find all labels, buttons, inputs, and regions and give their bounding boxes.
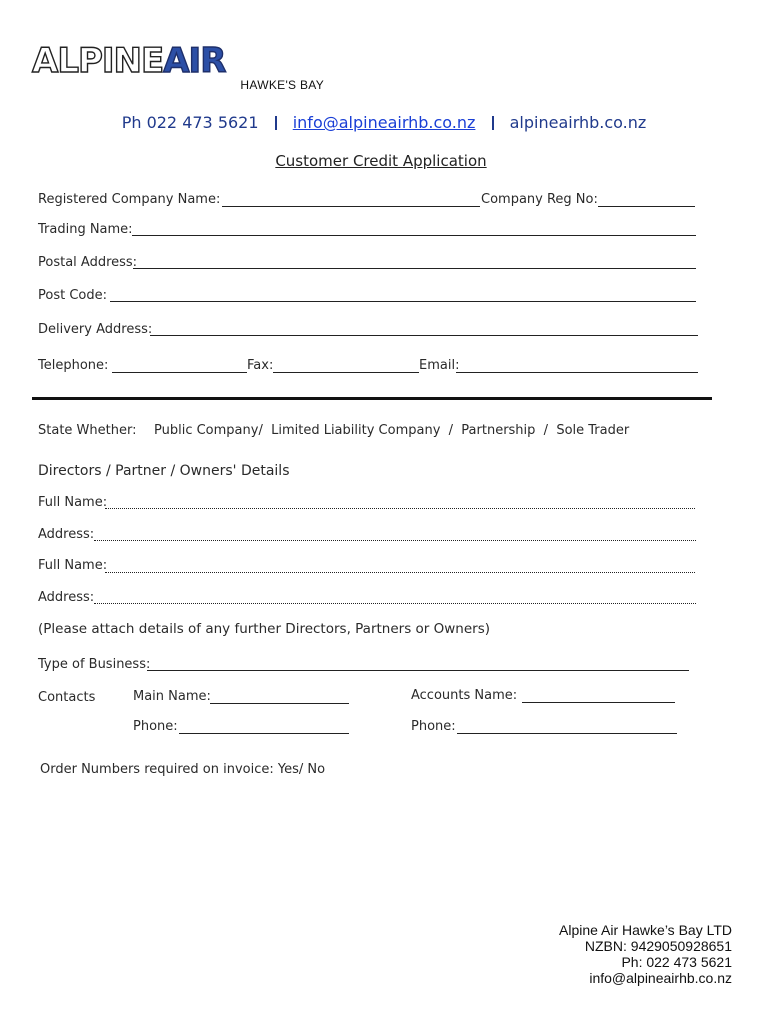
- director-2-full-name-label: Full Name:: [38, 558, 108, 573]
- footer-nzbn: NZBN: 9429050928651: [584, 938, 732, 954]
- fax-label: Fax:: [247, 358, 274, 373]
- order-numbers-question: Order Numbers required on invoice: Yes/ No: [40, 762, 326, 777]
- separator-bar: [492, 116, 494, 130]
- post-code-field[interactable]: [110, 301, 696, 302]
- logo-alpine-text: ALPINE: [32, 41, 164, 81]
- postal-address-field[interactable]: [133, 268, 696, 269]
- telephone-field[interactable]: [112, 372, 247, 373]
- section-divider: [32, 397, 712, 400]
- registered-company-name-label: Registered Company Name:: [38, 192, 221, 207]
- state-whether-label: State Whether:: [38, 423, 137, 438]
- form-title: Customer Credit Application: [275, 152, 487, 170]
- footer-company-details: [559, 922, 732, 986]
- registered-company-name-field[interactable]: [222, 206, 480, 207]
- company-reg-no-field[interactable]: [598, 206, 695, 207]
- accounts-name-field[interactable]: [522, 702, 675, 703]
- post-code-label: Post Code:: [38, 288, 107, 303]
- accounts-phone-field[interactable]: [457, 733, 677, 734]
- contacts-label: Contacts: [38, 690, 96, 705]
- logo-subtitle: HAWKE'S BAY: [240, 78, 324, 92]
- director-1-address-label: Address:: [38, 527, 95, 542]
- main-name-field[interactable]: [210, 703, 349, 704]
- director-2-full-name-field[interactable]: [105, 572, 695, 573]
- main-phone-label: Phone:: [133, 719, 178, 734]
- trading-name-label: Trading Name:: [38, 222, 133, 237]
- further-directors-note: (Please attach details of any further Directors, Partners or Owners): [38, 621, 491, 637]
- accounts-name-label: Accounts Name:: [411, 688, 518, 703]
- logo-wordmark: [32, 41, 324, 81]
- footer-phone: Ph: 022 473 5621: [621, 954, 732, 970]
- director-2-address-field[interactable]: [94, 603, 696, 604]
- header-phone: Ph 022 473 5621: [121, 113, 259, 132]
- type-of-business-label: Type of Business:: [38, 657, 151, 672]
- company-logo: [32, 41, 324, 94]
- main-phone-field[interactable]: [179, 733, 349, 734]
- type-of-business-field[interactable]: [147, 670, 689, 671]
- delivery-address-label: Delivery Address:: [38, 322, 153, 337]
- main-name-label: Main Name:: [133, 689, 211, 704]
- entity-type-options[interactable]: Public Company/ Limited Liability Company / Partnership / Sole Trader: [154, 423, 630, 438]
- directors-heading: Directors / Partner / Owners' Details: [38, 463, 290, 479]
- delivery-address-field[interactable]: [150, 335, 698, 336]
- accounts-phone-label: Phone:: [411, 719, 456, 734]
- contact-row: [0, 112, 768, 132]
- director-1-full-name-label: Full Name:: [38, 495, 108, 510]
- header-website: alpineairhb.co.nz: [509, 113, 647, 132]
- director-1-address-field[interactable]: [94, 540, 696, 541]
- director-2-address-label: Address:: [38, 590, 95, 605]
- email-label: Email:: [419, 358, 460, 373]
- logo-air-text: AIR: [163, 41, 226, 81]
- email-field[interactable]: [456, 372, 698, 373]
- director-1-full-name-field[interactable]: [105, 508, 695, 509]
- footer-email: info@alpineairhb.co.nz: [589, 970, 732, 986]
- trading-name-field[interactable]: [132, 235, 696, 236]
- company-reg-no-label: Company Reg No:: [481, 192, 598, 207]
- footer-company-name: Alpine Air Hawke’s Bay LTD: [559, 922, 732, 938]
- telephone-label: Telephone:: [38, 358, 109, 373]
- fax-field[interactable]: [273, 372, 419, 373]
- postal-address-label: Postal Address:: [38, 255, 138, 270]
- separator-bar: [275, 116, 277, 130]
- header-email-link[interactable]: info@alpineairhb.co.nz: [292, 113, 476, 132]
